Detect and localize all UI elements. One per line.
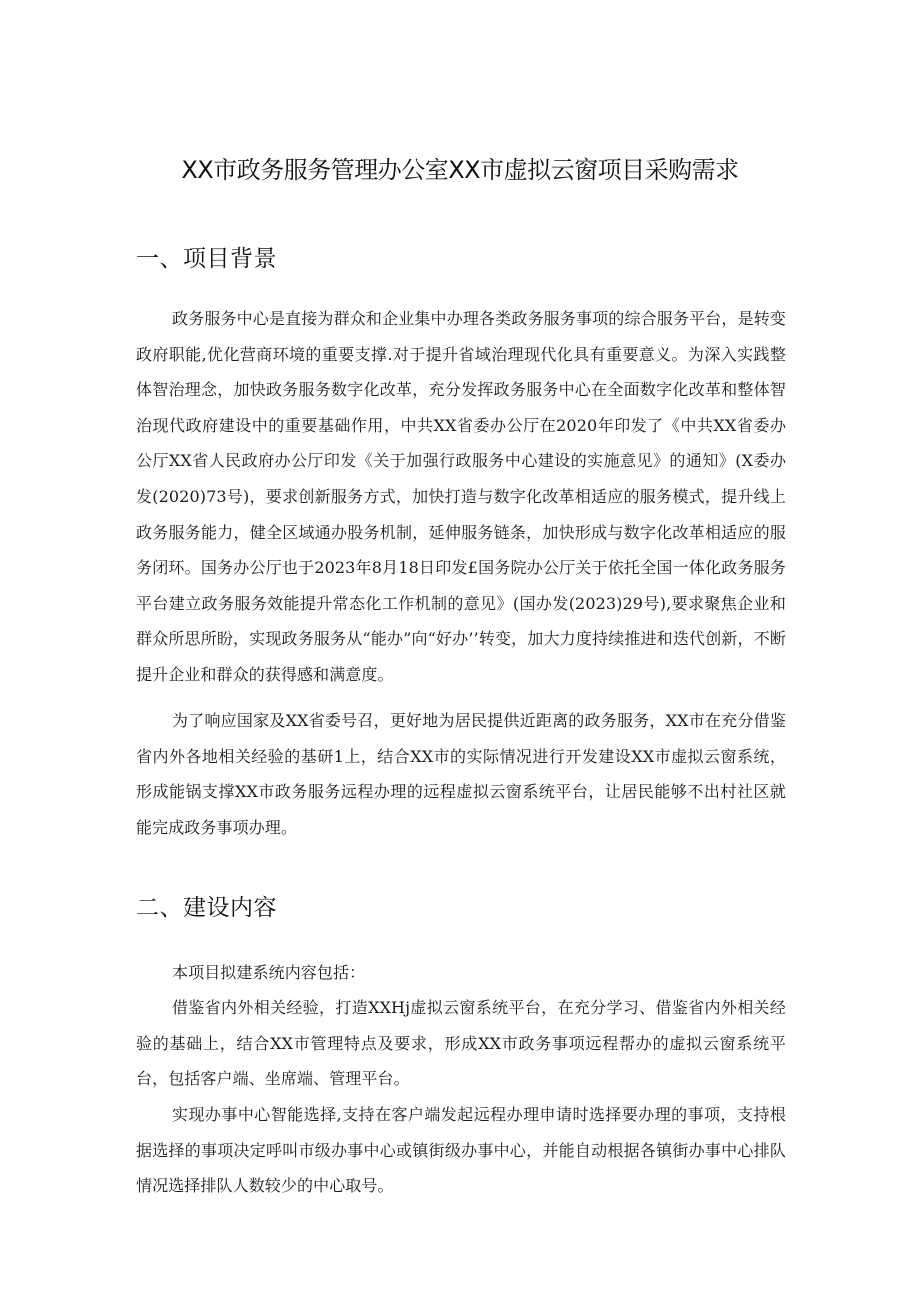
document-title: XX市政务服务管理办公室XX市虚拟云窗项目采购需求 [181, 156, 739, 184]
paragraph-construction-3: 实现办事中心智能选择,支持在客户端发起远程办理申请时选择要办理的事项，支持根据选择的事项决定呼叫市级办事中心或镇街级办事中心，并能自动根据各镇街办事中心排队情况选择排队人数较少的中心取号。 [136, 1105, 786, 1196]
paragraph-construction-2: 借鉴省内外相关经验，打造XXHj虚拟云窗系统平台，在充分学习、借鉴省内外相关经验的基础上，结合XX市管理特点及要求，形成XX市政务事项远程帮办的虚拟云窗系统平台，包括客户端、坐席端、管理平台。 [136, 998, 786, 1089]
paragraph-construction-1: 本项目拟建系统内容包括： [172, 963, 366, 982]
section-heading-background: 一、项目背景 [136, 246, 277, 272]
paragraph-background-2: 为了响应国家及XX省委号召，更好地为居民提供近距离的政务服务，XX市在充分借鉴省内外各地相关经验的基研1上，结合XX市的实际情况进行开发建设XX市虚拟云窗系统，形成能锅支撑XX市政务服务远程办理的远程虚拟云窗系统平台，让居民能够不出村社区就能完成政务事项办理。 [136, 711, 786, 837]
paragraph-background-1: 政务服务中心是直接为群众和企业集中办理各类政务服务事项的综合服务平台，是转变政府职能,优化营商环境的重要支撑.对于提升省域治理现代化具有重要意义。为深入实践整体智治理念，加快政务服务数字化改革，充分发挥政务服务中心在全面数字化改革和整体智治现代政府建设中的重要基础作用，中共XX省委办公厅在2020年印发了《中共XX省委办公厅XX省人民政府办公厅印发《关于加强行政服务中心建设的实施意见》的通知》(X委办发(2020)73号)，要求创新服务方式，加快打造与数字化改革相适应的服务模式，提升线上政务服务能力，健全区域通办股务机制，延伸服务链条，加快形成与数字化改革相适应的服务闭环。国务办公厅也于2023年8月18日印发£国务院办公厅关于依托全国一体化政务服务平台建立政务服务效能提升常态化工作机制的意见》(国办发(2023)29号),要求聚焦企业和群众所思所盼，实现政务服务从“能办”向“好办’’转变，加大力度持续推进和迭代创新，不断提升企业和群众的获得感和满意度。 [136, 309, 786, 684]
section-heading-construction: 二、建设内容 [136, 895, 277, 921]
